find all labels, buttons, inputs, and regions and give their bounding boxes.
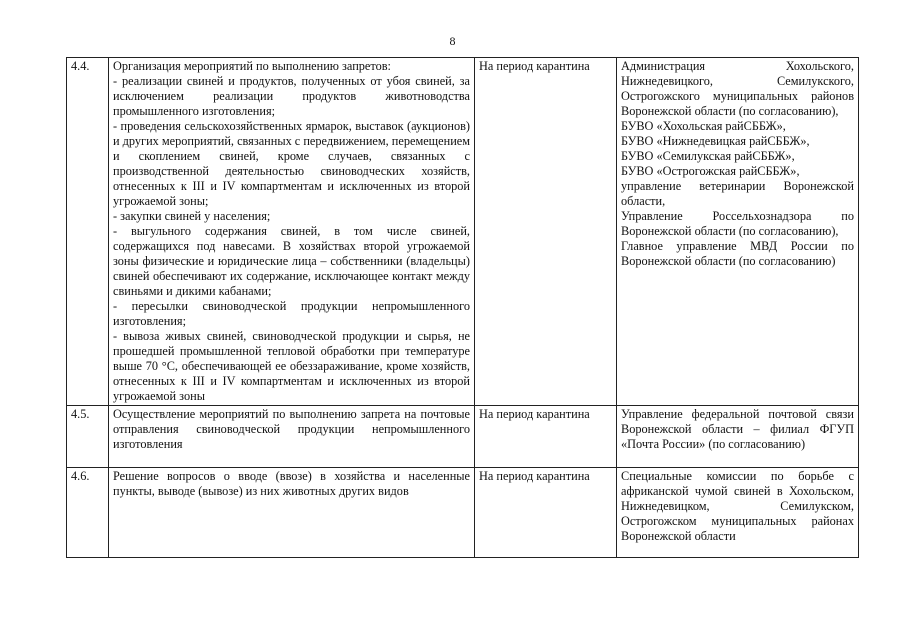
measure-description — [109, 468, 475, 558]
description-line: - пересылки свиноводческой продукции непромышленного изготовления; — [113, 299, 470, 328]
description-line: Решение вопросов о вводе (ввозе) в хозяйства и населенные пункты, выводе (вывозе) из них животных других видов — [113, 469, 470, 498]
description-line: - выгульного содержания свиней, в том числе свиней, содержащихся под навесами. В хозяйствах второй угрожаемой зоны физические и юридические лица – собственники (владельцы) свиней обеспечивают их содержание, исключающее контакт между свиньями и дикими кабанами; — [113, 224, 470, 298]
responsible-line: БУВО «Семилукская райСББЖ», — [621, 149, 795, 163]
measure-description — [109, 406, 475, 468]
measure-description — [109, 58, 475, 406]
description-line: Организация мероприятий по выполнению запретов: — [113, 59, 391, 73]
responsible-line: Главное управление МВД России по Воронежской области (по согласованию) — [621, 239, 854, 268]
responsible-line: БУВО «Острогожская райСББЖ», — [621, 164, 800, 178]
period-cell: На период карантина — [475, 468, 617, 558]
row-number: 4.4. — [67, 58, 109, 406]
responsible-line: Администрация Хохольского, Нижнедевицкого, Семилукского, Острогожского муниципальных районов Воронежской области (по согласованию), — [621, 59, 854, 118]
table-row — [67, 468, 859, 558]
row-number: 4.6. — [67, 468, 109, 558]
description-line: - реализации свиней и продуктов, полученных от убоя свиней, за исключением реализации продуктов животноводства промышленного изготовления; — [113, 74, 470, 118]
period-cell: На период карантина — [475, 58, 617, 406]
page-number: 8 — [449, 34, 456, 48]
responsible-cell — [617, 468, 859, 558]
description-line: - проведения сельскохозяйственных ярмарок, выставок (аукционов) и других мероприятий, связанных с передвижением, перемещением и скоплением свиней, кроме случаев, связанных с производственной деятельностью свиноводческих хозяйств, отнесенных к III и IV компартментам и исключенных из второй угрожаемой зоны; — [113, 119, 471, 208]
responsible-line: Управление федеральной почтовой связи Воронежской области – филиал ФГУП «Почта России» (по согласованию) — [621, 407, 854, 451]
row-number: 4.5. — [67, 406, 109, 468]
responsible-cell — [617, 406, 859, 468]
table-row — [67, 58, 859, 406]
responsible-line: БУВО «Хохольская райСББЖ», — [621, 119, 786, 133]
responsible-line: управление ветеринарии Воронежской области, — [621, 179, 854, 208]
responsible-line: БУВО «Нижнедевицкая райСББЖ», — [621, 134, 810, 148]
responsible-line: Специальные комиссии по борьбе с африканской чумой свиней в Хохольском, Нижнедевицком, Семилукском, Острогожском муниципальных районах Воронежской области — [621, 469, 854, 543]
period-cell: На период карантина — [475, 406, 617, 468]
measures-table — [66, 57, 859, 558]
description-line: - закупки свиней у населения; — [113, 209, 271, 223]
responsible-line: Управление Россельхознадзора по Воронежской области (по согласованию), — [621, 209, 854, 238]
description-line: Осуществление мероприятий по выполнению запрета на почтовые отправления свиноводческой продукции непромышленного изготовления — [113, 407, 470, 451]
description-line: - вывоза живых свиней, свиноводческой продукции и сырья, не прошедшей промышленной тепловой обработки при температуре выше 70 °С, обеспечивающей ее обеззараживание, кроме хозяйств, отнесенных к III и IV компартментам и исключенных из второй угрожаемой зоны — [113, 329, 470, 403]
table-row — [67, 406, 859, 468]
responsible-cell — [617, 58, 859, 406]
